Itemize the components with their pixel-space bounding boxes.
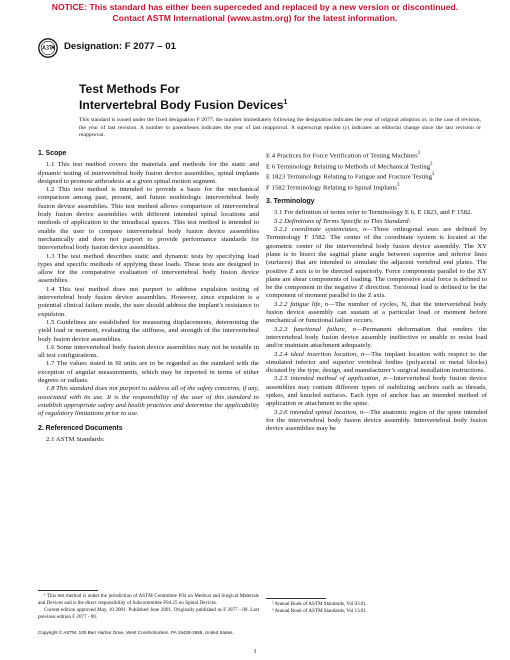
page-number: 1 [253, 648, 257, 655]
scope-heading: 1. Scope [38, 150, 67, 157]
para-2-1: 2.1 ASTM Standards: [46, 435, 105, 443]
footnote-1-edition: Current edition approved May, 10 2001. Published June 2001. Originally published as F 2077 - 00. Last previous edition F 2077 - 00. [38, 606, 259, 620]
para-1-5: 1.5 Guidelines are established for measuring displacements, determining the yield load or moment, evaluating the stiffness, and strength of the intervertebral body fusion device assemblies. [38, 318, 259, 343]
para-1-6: 1.6 Some intervertebral body fusion device assemblies may not be testable in all test configurations. [38, 343, 259, 360]
notice-line-2: Contact ASTM International (www.astm.org) for the latest information. [112, 13, 398, 23]
title-line-2 [79, 96, 287, 112]
right-footnote-rule [266, 598, 326, 599]
left-column [38, 150, 259, 444]
left-footnote-rule [38, 590, 98, 591]
copyright-line: Copyright © ASTM, 100 Barr Harbor Drive, West Conshohocken, PA 19428-2959, United States. [38, 630, 234, 635]
para-3-2-3 [266, 326, 487, 351]
para-3-2-2 [266, 301, 487, 326]
para-3-2-5 [266, 375, 487, 408]
left-footnotes [38, 593, 259, 621]
term-3-2-3: 3.2.3 functional failure, n [274, 325, 356, 333]
ref-e4-mark: 2 [417, 151, 421, 156]
title-footnote-mark: 1 [283, 99, 288, 106]
ref-e4 [266, 150, 487, 161]
ref-e6 [266, 161, 487, 172]
ref-e1823 [266, 171, 487, 182]
term-3-2-4: 3.2.4 ideal insertion location, n [274, 350, 365, 358]
para-3-2-1 [266, 226, 487, 301]
term-3-2-1: 3.2.1 coordinate system/axes, n [274, 226, 367, 234]
def-3-2-1: —Three orthogonal axes are defined by Terminology F 1582. The center of the coordinate system is located at the geometric center of the intervertebral body fusion device assembly. The XY plane is to bisect the sagittal plane angle between superior and inferior lines (surfaces) that are intended to simulate the adjacent vertebral end plates. The positive Z axis is to be directed superiorly. Force components parallel to the XY plane are shear components of loading. The compressive axial force is defined to be the component in the negative Z direction. Torsional load is defined to be the component of moment parallel to the Z axis. [266, 226, 487, 300]
def-3-2-4: —The implant location with respect to the simulated inferior and superior vertebral bodies (polyacetal or metal blocks) dictated by the type, design, and manufacturer’s surgical installation instructions. [266, 350, 487, 375]
para-1-1: 1.1 This test method covers the materials and methods for the static and dynamic testing of intervertebral body fusion device assemblies, spinal implants designed to promote arthrodesis at a given spinal motion segment. [38, 161, 259, 185]
para-1-2: 1.2 This test method is intended to provide a basis for the mechanical comparison among past, present, and future nonbiologic intervertebral body fusion device assemblies. This test method allows comparison of intervertebral body fusion device assemblies with different intended spinal locations and methods of application to the intradiscal spaces. This test method is intended to enable the user to compare intervertebral body fusion device assemblies mechanically and does not purport to provide performance standards for intervertebral body fusion device assemblies. [38, 186, 259, 252]
ref-e6-text: E 6 Terminology Relating to Methods of Mechanical Testing [266, 162, 431, 170]
para-3-2-6 [266, 409, 487, 434]
para-3-2-4 [266, 351, 487, 376]
term-3-2-2: 3.2.2 fatigue life, n [274, 300, 329, 308]
title-line-1: Test Methods For [79, 82, 180, 96]
title-line-2-text: Intervertebral Body Fusion Devices [79, 98, 284, 113]
para-1-8: 1.8 This standard does not purport to address all of the safety concerns, if any, associated with its use. It is the responsibility of the user of this standard to establish appropriate safety and health practices and determine the applicability of regulatory limitations prior to use. [38, 385, 259, 418]
ref-f1582-text: F 1582 Terminology Relating to Spinal Implants [266, 183, 398, 191]
terminology-heading: 3. Terminology [266, 198, 315, 206]
para-1-4: 1.4 This test method does not purport to address expulsion testing of intervertebral body fusion device assemblies. However, since expulsion is a potential clinical failure mode, the user should address the implant’s resistance to expulsion. [38, 285, 259, 318]
ref-e1823-mark: 2 [432, 172, 435, 178]
def-3-2-6: —The anatomic region of the spine intended for the intervertebral body fusion device assembly. Intervertebral body fusion device assemblies may be [266, 408, 487, 433]
right-footnotes [266, 601, 487, 615]
astm-logo-icon [38, 38, 58, 58]
right-column [266, 150, 487, 434]
standard-issue-note: This standard is issued under the fixed designation F 2077; the number immediately following the designation indicates the year of original adoption or, in the case of revision, the year of last revision. A number in parentheses indicates the year of last reapproval. A superscript epsilon (ε) indicates an editorial change since the last revision or reapproval. [79, 117, 481, 139]
para-1-7: 1.7 The values stated in SI units are to be regarded as the standard with the exception of angular measurements, which may be reported in terms of either degrees or radians. [38, 360, 259, 385]
footnote-3: ³ Annual Book of ASTM Standards, Vol 13.01. [272, 607, 368, 614]
term-3-2-6: 3.2.6 intended spinal location, n [274, 408, 364, 416]
referenced-documents-heading: 2. Referenced Documents [38, 424, 123, 432]
ref-e1823-text: E 1823 Terminology Relating to Fatigue and Fracture Testing [266, 173, 433, 181]
footnote-1: ¹ This test method is under the jurisdiction of ASTM Committee F04 on Medical and Surgical Materials and Devices and is the direct responsibility of Subcommittee F04.25 on Spinal Devices. [38, 593, 259, 606]
document-title [79, 82, 287, 112]
para-3-1: 3.1 For definition of terms refer to Terminology E 6, E 1823, and F 1582. [274, 209, 473, 217]
footnote-2: ² Annual Book of ASTM Standards, Vol 03.01. [272, 601, 368, 607]
para-3-2: 3.2 Definitions of Terms Specific to This Standard: [274, 217, 411, 225]
def-3-2-3: —Permanent deformation that renders the intervertebral body fusion device assembly ineffective or unable to resist load and/or maintain attachment adequately. [266, 325, 487, 350]
def-3-2-5: —Intervertebral body fusion device assemblies may contain different types of stabilizing anchors such as threads, spikes, and knurled surfaces. Each type of anchor has an intended method of application or attachment to the spine. [266, 375, 487, 408]
superseded-notice [0, 2, 510, 24]
designation: Designation: F 2077 – 01 [64, 41, 176, 52]
notice-line-1: NOTICE: This standard has either been superceded and replaced by a new version or discontinued. [51, 2, 459, 12]
def-3-2-2: —The number of cycles, N, that the intervertebral body fusion device assembly can sustain at a particular load or moment before mechanical or functional failure occurs. [266, 300, 487, 325]
para-1-3: 1.3 The test method describes static and dynamic tests by specifying load types and specific methods of applying these loads. These tests are designed to allow for the comparative evaluation of intervertebral body fusion device assemblies. [38, 252, 259, 285]
ref-e6-mark: 2 [430, 161, 433, 167]
term-3-2-5: 3.2.5 intended method of application, n [274, 375, 387, 383]
ref-f1582-mark: 3 [397, 182, 400, 188]
ref-f1582 [266, 182, 487, 193]
ref-e4-text: E 4 Practices for Force Verification of Testing Machines [266, 152, 418, 160]
